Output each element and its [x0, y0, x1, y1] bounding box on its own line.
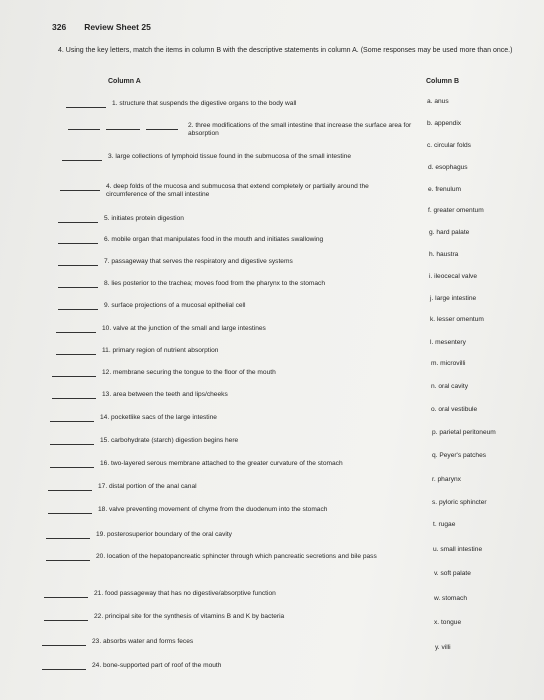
question-text: 11. primary region of nutrient absorption	[102, 347, 219, 354]
answer-blank[interactable]	[146, 129, 178, 130]
answer-option: t. rugae	[433, 521, 456, 528]
answer-blank[interactable]	[58, 222, 98, 223]
page-number: 326	[52, 22, 67, 32]
answer-blank[interactable]	[58, 287, 98, 288]
answer-option: v. soft palate	[434, 570, 471, 577]
question-text: 6. mobile organ that manipulates food in the mouth and initiates swallowing	[104, 236, 324, 243]
answer-option: o. oral vestibule	[431, 406, 478, 413]
answer-option: x. tongue	[434, 619, 462, 626]
answer-blank[interactable]	[56, 332, 96, 333]
answer-option: l. mesentery	[430, 339, 466, 346]
question-text: 23. absorbs water and forms feces	[92, 638, 194, 645]
question-text: 22. principal site for the synthesis of vitamins B and K by bacteria	[94, 613, 285, 620]
question-text: 24. bone-supported part of roof of the mouth	[92, 662, 222, 669]
question-text: 12. membrane securing the tongue to the floor of the mouth	[102, 369, 276, 376]
column-b-heading: Column B	[426, 78, 460, 85]
answer-blank[interactable]	[46, 560, 90, 561]
answer-option: s. pyloric sphincter	[432, 499, 487, 506]
answer-blank[interactable]	[48, 490, 92, 491]
answer-blank[interactable]	[52, 376, 96, 377]
answer-blank[interactable]	[52, 398, 96, 399]
question-text: 7. passageway that serves the respiratory and digestive systems	[104, 258, 293, 265]
answer-blank[interactable]	[60, 190, 100, 191]
answer-blank[interactable]	[50, 467, 94, 468]
answer-option: a. anus	[427, 98, 449, 105]
question-text: 15. carbohydrate (starch) digestion begins here	[100, 437, 239, 444]
question-text: 2. three modifications of the small intestine that increase the surface area for absorption	[188, 122, 412, 138]
answer-blank[interactable]	[62, 160, 102, 161]
answer-blank[interactable]	[58, 309, 98, 310]
answer-option: r. pharynx	[432, 476, 461, 483]
answer-option: y. villi	[435, 644, 451, 651]
answer-blank[interactable]	[58, 243, 98, 244]
answer-option: i. ileocecal valve	[429, 273, 478, 280]
answer-option: d. esophagus	[428, 164, 468, 171]
answer-blank[interactable]	[44, 597, 88, 598]
question-text: 21. food passageway that has no digestive/absorptive function	[94, 590, 276, 597]
question-text: 9. surface projections of a mucosal epithelial cell	[104, 302, 246, 309]
answer-blank[interactable]	[66, 107, 106, 108]
answer-option: m. microvilli	[431, 360, 466, 367]
answer-blank[interactable]	[46, 538, 90, 539]
page-header	[52, 22, 169, 32]
question-text: 1. structure that suspends the digestive organs to the body wall	[112, 100, 297, 107]
question-text: 20. location of the hepatopancreatic sphincter through which pancreatic secretions and bile pass	[96, 553, 377, 560]
answer-blank[interactable]	[68, 129, 100, 130]
page-title: Review Sheet 25	[84, 22, 151, 32]
answer-option: f. greater omentum	[428, 207, 484, 214]
question-text: 13. area between the teeth and lips/cheeks	[102, 391, 228, 398]
column-a-heading: Column A	[108, 78, 141, 85]
answer-option: u. small intestine	[433, 546, 483, 553]
question-text: 19. posterosuperior boundary of the oral cavity	[96, 531, 232, 538]
answer-option: n. oral cavity	[431, 383, 469, 390]
answer-blank[interactable]	[58, 265, 98, 266]
question-text: 8. lies posterior to the trachea; moves food from the pharynx to the stomach	[104, 280, 326, 287]
question-text: 18. valve preventing movement of chyme from the duodenum into the stomach	[98, 506, 328, 513]
answer-option: e. frenulum	[428, 186, 461, 193]
answer-blank[interactable]	[56, 354, 96, 355]
answer-option: b. appendix	[427, 120, 462, 127]
answer-blank[interactable]	[106, 129, 140, 130]
answer-option: j. large intestine	[430, 295, 477, 302]
answer-option: h. haustra	[429, 251, 459, 258]
answer-option: p. parietal peritoneum	[432, 429, 496, 436]
answer-option: k. lesser omentum	[430, 316, 484, 323]
question-text: 10. valve at the junction of the small and large intestines	[102, 325, 266, 332]
answer-blank[interactable]	[50, 444, 94, 445]
answer-blank[interactable]	[42, 645, 86, 646]
answer-blank[interactable]	[50, 421, 94, 422]
answer-blank[interactable]	[42, 669, 86, 670]
instructions: 4. Using the key letters, match the items in column B with the descriptive statements in column A. (Some responses may be used more than once.)	[58, 47, 513, 54]
answer-blank[interactable]	[48, 513, 92, 514]
question-text: 4. deep folds of the mucosa and submucosa that extend completely or partially around the circumference of the small intestine	[106, 183, 369, 199]
question-text: 14. pocketlike sacs of the large intestine	[100, 414, 217, 421]
answer-option: w. stomach	[434, 595, 467, 602]
answer-option: c. circular folds	[427, 142, 471, 149]
answer-option: g. hard palate	[429, 229, 470, 236]
answer-option: q. Peyer's patches	[432, 452, 487, 459]
question-text: 17. distal portion of the anal canal	[98, 483, 197, 490]
question-text: 5. initiates protein digestion	[104, 215, 184, 222]
question-text: 3. large collections of lymphoid tissue found in the submucosa of the small intestine	[108, 153, 352, 160]
answer-blank[interactable]	[44, 620, 88, 621]
question-text: 16. two-layered serous membrane attached to the greater curvature of the stomach	[100, 460, 343, 467]
